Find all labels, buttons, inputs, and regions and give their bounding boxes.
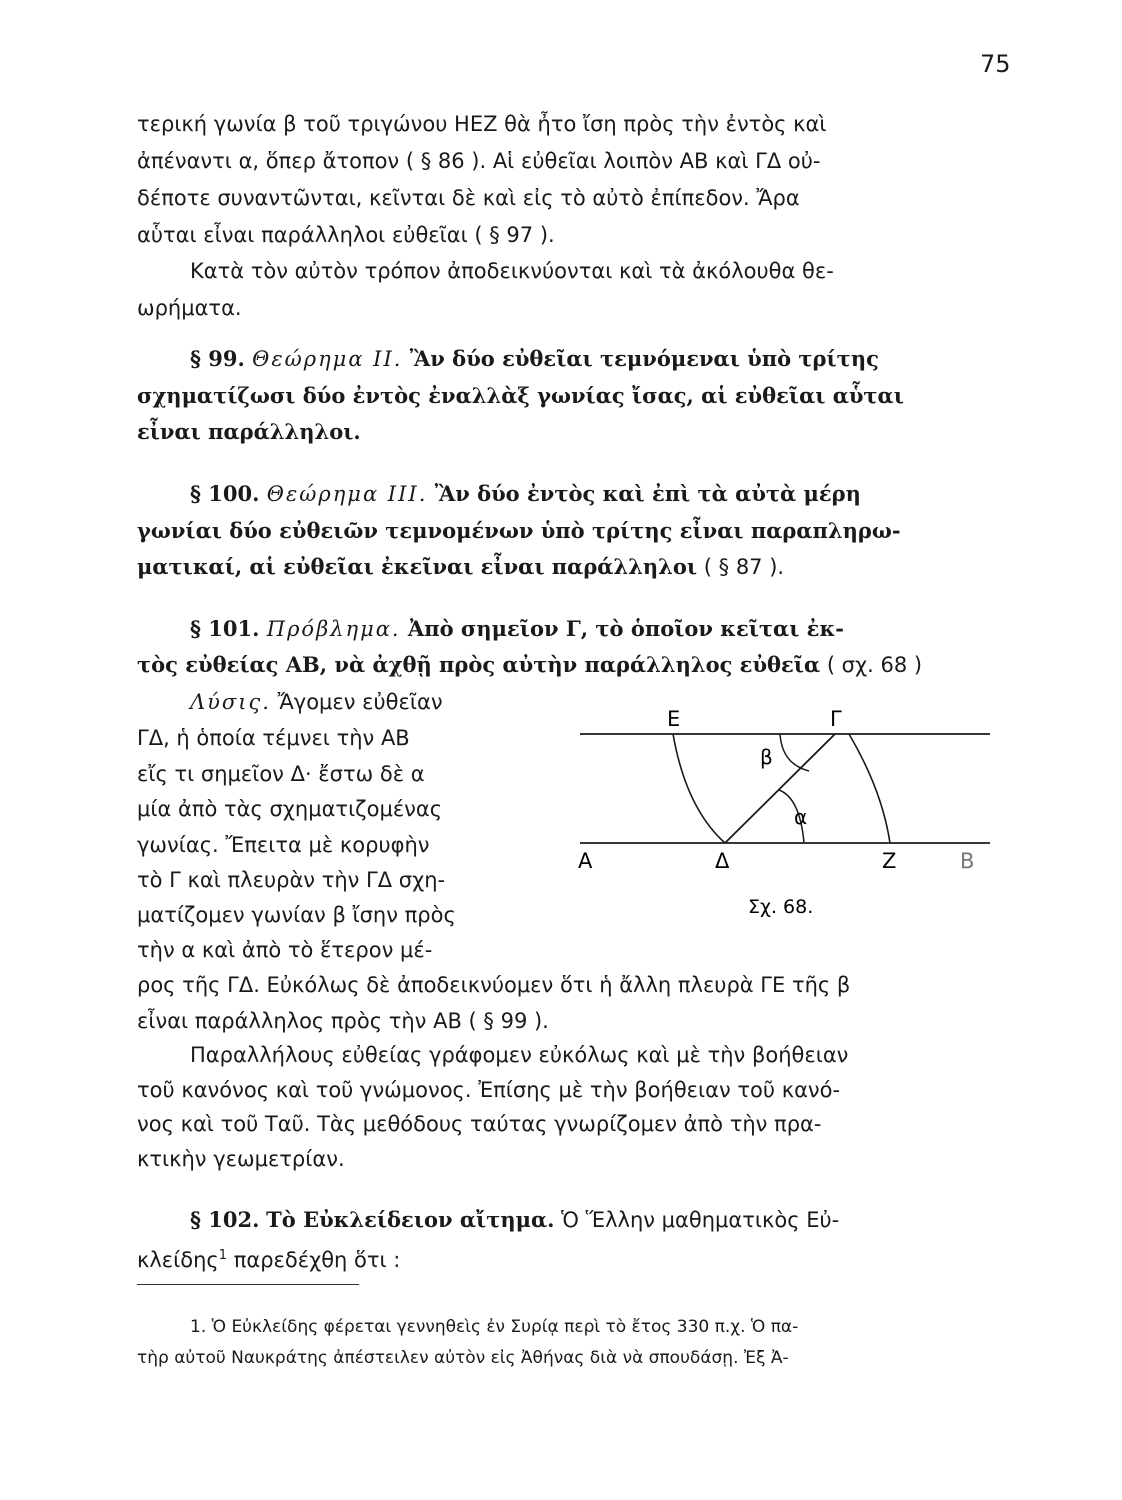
solution-line bbox=[190, 688, 550, 716]
label-alpha: α bbox=[794, 805, 808, 829]
solution-label: Λύσις. bbox=[190, 690, 271, 714]
problem-text: τὸς εὐθείας ΑΒ, νὰ ἀχθῇ πρὸς αὐτὴν παράλληλος εὐθεῖα bbox=[137, 652, 821, 677]
solution-line: εἶναι παράλληλος πρὸς τὴν ΑΒ ( § 99 ). bbox=[137, 1009, 549, 1033]
solution-line: ρος τῆς ΓΔ. Εὐκόλως δὲ ἀποδεικνύομεν ὅτι ἡ ἄλλη πλευρὰ ΓΕ τῆς β bbox=[137, 973, 851, 997]
section-102-heading bbox=[190, 1206, 1008, 1234]
section-label: Θεώρημα ΙΙΙ. bbox=[266, 482, 428, 506]
text-line: αὗται εἶναι παράλληλοι εὐθεῖαι ( § 97 ). bbox=[137, 223, 555, 247]
solution-line: εἴς τι σημεῖον Δ· ἔστω δὲ α bbox=[137, 762, 425, 786]
theorem-text: γωνίαι δύο εὐθειῶν τεμνομένων ὑπὸ τρίτης εἶναι παραπληρω- bbox=[137, 518, 901, 543]
theorem-text-line bbox=[137, 553, 1007, 581]
section-number: § 100. bbox=[190, 481, 260, 506]
line-GD bbox=[725, 734, 835, 843]
construction-arc bbox=[673, 734, 725, 843]
text-line: δέποτε συναντῶνται, κεῖνται δὲ καὶ εἰς τὸ αὐτὸ ἐπίπεδον. Ἄρα bbox=[137, 186, 800, 210]
theorem-99-heading bbox=[190, 345, 1008, 373]
label-Z: Ζ bbox=[882, 849, 897, 873]
section-text: παρεδέχθη ὅτι : bbox=[227, 1248, 401, 1272]
theorem-text: ματικαί, αἱ εὐθεῖαι ἐκεῖναι εἶναι παράλληλοι bbox=[137, 554, 698, 579]
theorem-text: Ἂν δύο ἐντὸς καὶ ἐπὶ τὰ αὐτὰ μέρη bbox=[434, 481, 861, 506]
solution-line: μία ἀπὸ τὰς σχηματιζομένας bbox=[137, 797, 443, 821]
text-line: τερική γωνία β τοῦ τριγώνου ΗΕΖ θὰ ἦτο ἴση πρὸς τὴν ἐντὸς καὶ bbox=[137, 112, 827, 136]
footnote-divider bbox=[137, 1284, 359, 1285]
label-E: Ε bbox=[667, 707, 681, 731]
footnote-line: 1. Ὁ Εὐκλείδης φέρεται γεννηθεὶς ἐν Συρίᾳ περὶ τὸ ἔτος 330 π.χ. Ὁ πα- bbox=[190, 1317, 799, 1337]
page-number: 75 bbox=[980, 50, 1011, 78]
figure-68 bbox=[570, 690, 1000, 930]
footnote-line: τὴρ αὐτοῦ Ναυκράτης ἀπέστειλεν αὐτὸν εἰς Ἀθήνας διὰ νὰ σπουδάσῃ. Ἐξ Ἀ- bbox=[137, 1348, 789, 1368]
text-line: τοῦ κανόνος καὶ τοῦ γνώμονος. Ἐπίσης μὲ τὴν βοήθειαν τοῦ κανό- bbox=[137, 1078, 841, 1102]
theorem-100-heading bbox=[190, 480, 1008, 508]
figure-reference: ( σχ. 68 ) bbox=[826, 653, 923, 677]
theorem-text: Ἂν δύο εὐθεῖαι τεμνόμεναι ὑπὸ τρίτης bbox=[409, 346, 879, 371]
text-line: Παραλλήλους εὐθείας γράφομεν εὐκόλως καὶ μὲ τὴν βοήθειαν bbox=[190, 1043, 849, 1067]
problem-101-heading bbox=[190, 615, 1008, 643]
section-number: § 102. bbox=[190, 1207, 260, 1232]
label-G: Γ bbox=[830, 707, 842, 731]
solution-line: ματίζομεν γωνίαν β ἴσην πρὸς bbox=[137, 903, 456, 927]
solution-line: ΓΔ, ἡ ὁποία τέμνει τὴν ΑΒ bbox=[137, 726, 410, 750]
section-label: Πρόβλημα. bbox=[266, 617, 401, 641]
section-text: Ὁ Ἕλλην μαθηματικὸς Εὐ- bbox=[561, 1208, 840, 1232]
problem-text-line bbox=[137, 651, 1007, 679]
section-title: Τὸ Εὐκλείδειον αἴτημα. bbox=[266, 1207, 555, 1232]
solution-line: τὴν α καὶ ἀπὸ τὸ ἕτερον μέ- bbox=[137, 938, 433, 962]
solution-text: Ἄγομεν εὐθεῖαν bbox=[277, 690, 443, 714]
solution-line: τὸ Γ καὶ πλευρὰν τὴν ΓΔ σχη- bbox=[137, 868, 446, 892]
figure-caption: Σχ. 68. bbox=[748, 896, 814, 918]
angle-beta-arc bbox=[780, 734, 809, 771]
text-line: ἀπέναντι α, ὅπερ ἄτοπον ( § 86 ). Αἱ εὐθεῖαι λοιπὸν ΑΒ καὶ ΓΔ οὐ- bbox=[137, 149, 821, 173]
text-line: ωρήματα. bbox=[137, 296, 242, 320]
solution-line: γωνίας. Ἔπειτα μὲ κορυφὴν bbox=[137, 833, 430, 857]
label-B: Β bbox=[960, 849, 975, 873]
section-text: κλείδης bbox=[137, 1248, 219, 1272]
label-A: Α bbox=[578, 849, 593, 873]
theorem-text: σχηματίζωσι δύο ἐντὸς ἐναλλὰξ γωνίας ἴσας, αἱ εὐθεῖαι αὗται bbox=[137, 383, 904, 408]
problem-text: Ἀπὸ σημεῖον Γ, τὸ ὁποῖον κεῖται ἐκ- bbox=[407, 616, 844, 641]
section-number: § 101. bbox=[190, 616, 260, 641]
label-D: Δ bbox=[715, 849, 730, 873]
footnote-marker: 1 bbox=[218, 1248, 228, 1263]
text-line: Κατὰ τὸν αὐτὸν τρόπον ἀποδεικνύονται καὶ τὰ ἀκόλουθα θε- bbox=[190, 259, 834, 283]
construction-arc bbox=[849, 734, 890, 843]
section-reference: ( § 87 ). bbox=[703, 555, 785, 579]
section-label: Θεώρημα ΙΙ. bbox=[252, 347, 403, 371]
theorem-text: εἶναι παράλληλοι. bbox=[137, 419, 361, 444]
section-text-line bbox=[137, 1242, 1007, 1274]
label-beta: β bbox=[760, 745, 773, 769]
text-line: νος καὶ τοῦ Ταῦ. Τὰς μεθόδους ταύτας γνωρίζομεν ἀπὸ τὴν πρα- bbox=[137, 1112, 822, 1136]
section-number: § 99. bbox=[190, 346, 245, 371]
text-line: κτικὴν γεωμετρίαν. bbox=[137, 1147, 345, 1171]
